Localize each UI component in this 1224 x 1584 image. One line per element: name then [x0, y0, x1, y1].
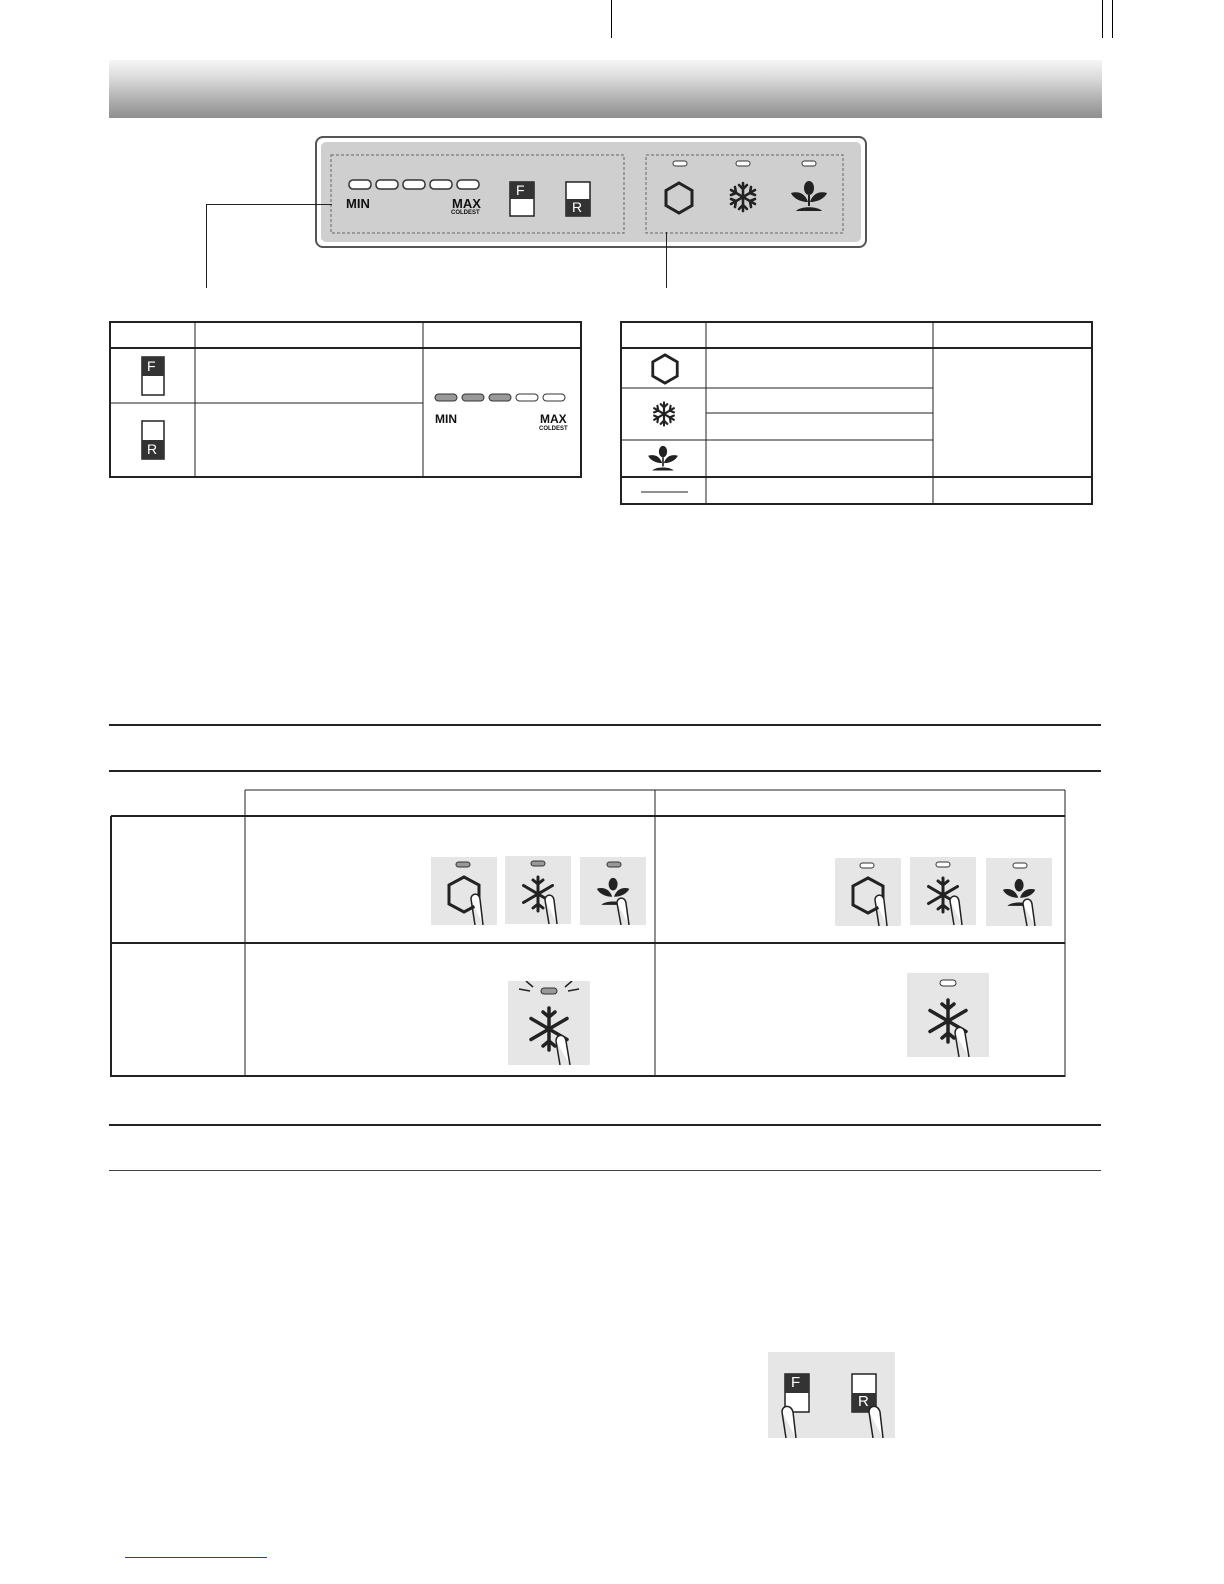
crop-mark-top-right-2 — [1102, 0, 1103, 38]
hexagon-button[interactable] — [662, 180, 696, 216]
fridge-button[interactable] — [565, 181, 591, 217]
hexagon-led — [672, 160, 688, 167]
temperature-legend-leds — [434, 393, 568, 403]
legend-max-label: MAX — [540, 412, 567, 426]
table-fridge-letter: R — [147, 441, 158, 457]
table-freezer-letter: F — [147, 358, 156, 374]
crop-mark-top-right — [1112, 0, 1113, 38]
leader-line-right-v — [666, 232, 667, 288]
tile-freezer-fridge-press — [768, 1352, 895, 1438]
table-row-fridge-icon — [141, 420, 165, 460]
bottom-freezer-letter: F — [791, 1374, 801, 1391]
footer-link-underline[interactable] — [125, 1556, 267, 1558]
bottom-fridge-letter: R — [858, 1393, 869, 1410]
table-leaf-icon — [647, 445, 679, 473]
leaf-led — [801, 160, 817, 167]
fridge-button-letter: R — [572, 199, 583, 215]
temperature-led-row — [348, 179, 480, 191]
table-row-freezer-icon — [141, 356, 165, 396]
section-rule-1-top — [109, 724, 1101, 726]
leaf-button[interactable] — [790, 180, 828, 214]
panel-min-label: MIN — [346, 196, 370, 211]
section-rule-1-bottom — [109, 770, 1101, 772]
tile-snowflake-steady — [907, 973, 989, 1057]
snowflake-led — [735, 160, 751, 167]
tile-hexagon-press-on — [431, 857, 497, 925]
section-rule-2-bottom — [109, 1170, 1101, 1171]
leaf-icon — [790, 180, 828, 214]
hexagon-icon — [666, 183, 692, 213]
tile-hexagon-press-off — [835, 858, 901, 926]
section-header-bar — [109, 60, 1102, 118]
freezer-button[interactable] — [509, 181, 535, 217]
leader-line-left-v — [206, 204, 207, 288]
control-panel — [315, 136, 867, 248]
right-spec-table — [620, 321, 1093, 505]
tile-snowflake-press-off — [910, 857, 976, 925]
leader-line-left-h — [206, 204, 332, 205]
tile-leaf-press-off — [986, 858, 1052, 926]
table-hexagon-icon — [649, 352, 681, 386]
tile-leaf-press-on — [580, 857, 646, 925]
freezer-button-letter: F — [516, 182, 525, 198]
tile-snowflake-blinking — [508, 981, 590, 1065]
table-snowflake-icon — [650, 400, 678, 428]
panel-coldest-label: COLDEST — [451, 210, 480, 216]
tile-snowflake-press-on — [505, 856, 571, 924]
crop-mark-top-left — [611, 0, 612, 38]
left-spec-table — [109, 321, 582, 478]
snowflake-icon — [726, 180, 760, 214]
section-rule-2-top — [109, 1124, 1101, 1126]
legend-coldest-label: COLDEST — [539, 426, 568, 432]
legend-min-label: MIN — [435, 412, 457, 426]
panel-max-label: MAX — [452, 196, 481, 211]
snowflake-button[interactable] — [726, 180, 760, 214]
